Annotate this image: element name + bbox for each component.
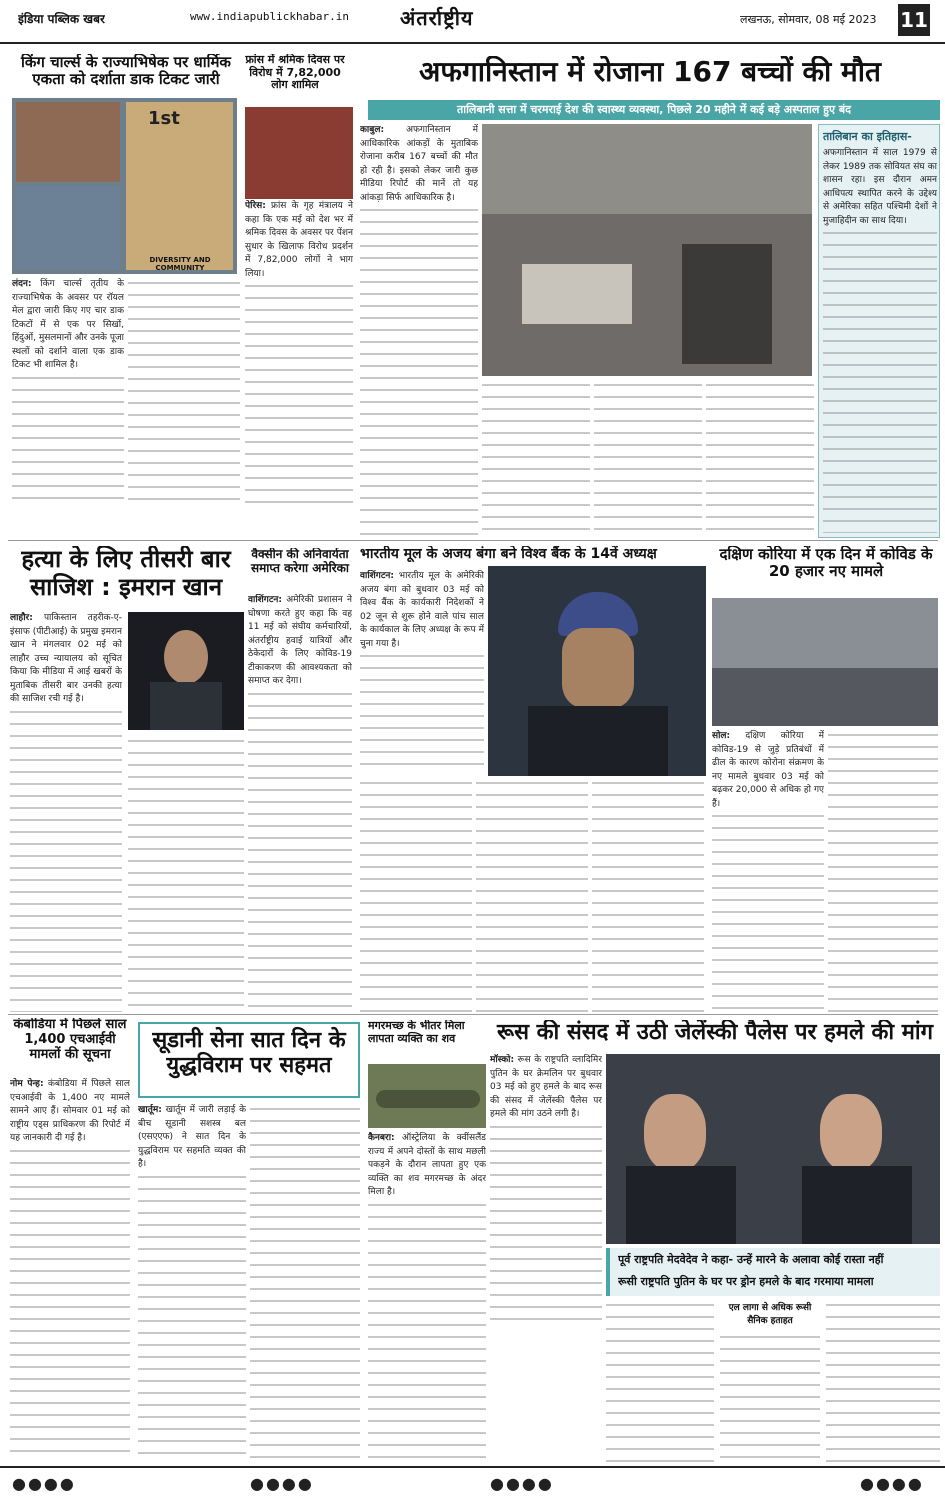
korea-text: दक्षिण कोरिया में कोविड-19 से जुड़े प्रतिबंधों में ढील के कारण कोरोना संक्रमण के नए मामले बुधवार 03 मई को बढ़कर 20,000 से अधिक हो गए हैं।	[712, 731, 824, 809]
banga-body	[360, 570, 484, 770]
korea-headline: दक्षिण कोरिया में एक दिन में कोविड के 20 हजार नए मामले	[719, 546, 933, 581]
imran-photo	[128, 612, 244, 730]
charles-text: किंग चार्ल्स तृतीय के राज्याभिषेक के अवसर पर रॉयल मेल द्वारा जारी किए गए चार डाक टिकटों में से एक पर सिखों, हिंदुओं, मुसलमानों और उनके पूजा स्थलों को दर्शाने वाला एक डाक टिकट भी शामिल है।	[12, 279, 124, 370]
putin-medvedev-photo	[606, 1054, 940, 1244]
stamps-photo	[12, 98, 237, 274]
kremlin-body	[490, 1054, 602, 1324]
korea-dateline: सोल:	[712, 731, 731, 741]
cambodia-dateline: नोम पेन्ह:	[10, 1079, 44, 1089]
croc-dateline: कैनबरा:	[368, 1133, 395, 1143]
afghan-headline: अफगानिस्तान में रोजाना 167 बच्चों की मौत	[419, 56, 881, 88]
charles-headline: किंग चार्ल्स के राज्याभिषेक पर धार्मिक एकता को दर्शाता डाक टिकट जारी	[21, 54, 231, 89]
imran-body	[10, 612, 122, 1012]
banga-photo	[488, 566, 706, 776]
kremlin-bullet-1: पूर्व राष्ट्रपति मेदवेदेव ने कहा- उन्हें मारने के अलावा कोई रास्ता नहीं	[618, 1253, 884, 1266]
sudan-body-col2	[250, 1104, 360, 1462]
korea-body-col2	[828, 730, 938, 1012]
kremlin-bullet-2: रूसी राष्ट्रपति पुतिन के घर पर ड्रोन हमले के बाद गरमाया मामला	[618, 1275, 874, 1288]
footer-dots-3: ●●●●	[490, 1474, 554, 1493]
kremlin-subhead-line2: सैनिक हताहत	[747, 1316, 793, 1326]
cambodia-text: कंबोडिया में पिछले साल एचआईवी के 1,400 नए मामले सामने आए हैं। सोमवार 01 मई को राष्ट्रीय एड्स प्राधिकरण की रिपोर्ट में यह जानकारी दी गई है।	[10, 1079, 130, 1143]
banga-body-col2	[360, 778, 472, 1012]
france-body	[245, 200, 353, 506]
kremlin-dateline: मॉस्को:	[490, 1055, 515, 1065]
france-protest-photo	[245, 107, 353, 199]
page-number: 11	[898, 4, 930, 36]
imran-dateline: लाहौर:	[10, 613, 33, 623]
crocodile-photo	[368, 1064, 486, 1128]
row-divider-2	[8, 1014, 938, 1015]
footer-dots-4: ●●●●	[860, 1474, 924, 1493]
banga-dateline: वाशिंगटन:	[360, 571, 394, 581]
kremlin-text: रूस के राष्ट्रपति व्लादिमिर पुतिन के घर क्रेमलिन पर बुधवार 03 मई को हुए हमले के बाद रूस की संसद में जेलेंस्की पैलेस पर हमले की मांग उठने लगी है।	[490, 1055, 602, 1119]
france-text: फ्रांस के गृह मंत्रालय ने कहा कि एक मई को देश भर में श्रमिक दिवस के अवसर पर पेंशन सुधार के खिलाफ विरोध प्रदर्शन में 7,82,000 लोगों ने भाग लिया।	[245, 201, 353, 279]
france-headline: फ्रांस में श्रमिक दिवस पर विरोध में 7,82,000 लोग शामिल	[245, 54, 345, 92]
row-divider	[8, 540, 938, 541]
sudan-dateline: खार्तूम:	[138, 1105, 162, 1115]
banga-text: भारतीय मूल के अमेरिकी अजय बंगा को बुधवार 03 मई को विश्व बैंक के कार्यकारी निदेशकों ने 02 जून से शुरू होने वाले पांच साल के कार्यकाल के लिए अध्यक्ष के रूप में चुना गया है।	[360, 571, 484, 649]
kremlin-body-col4	[826, 1300, 940, 1462]
kremlin-body-col2	[606, 1300, 714, 1462]
afghan-text: अफगानिस्तान में आधिकारिक आंकड़ों के मुताबिक रोजाना करीब 167 बच्चों की मौत हो रही है। इसको लेकर जारी कुछ मीडिया रिपोर्ट की मानें तो यह आंकड़ा सिर्फ आधिकारिक है।	[360, 125, 478, 203]
banga-headline: भारतीय मूल के अजय बंगा बने विश्व बैंक के 14वें अध्यक्ष	[360, 546, 657, 562]
croc-body	[368, 1132, 486, 1462]
sudan-body	[138, 1104, 246, 1462]
kremlin-bullets	[606, 1248, 940, 1296]
korea-crowd-photo	[712, 598, 938, 726]
vaccine-text: अमेरिकी प्रशासन ने घोषणा करते हुए कहा कि वह 11 मई को संघीय कर्मचारियों, अंतर्राष्ट्रीय हवाई यात्रियों और ठेकेदारों के लिए कोविड-19 टीकाकरण की आवश्यकता को समाप्त कर देगा।	[248, 595, 352, 686]
afghan-body-col3	[594, 380, 702, 538]
taliban-history-body: अफगानिस्तान में साल 1979 से लेकर 1989 तक सोवियत संघ का शासन रहा। इस दौरान अमन आधिपत्य स्थापित करने के उद्देश्य से अमेरिका सहित पश्चिमी देशों ने मुजाहिदीन का साथ दिया।	[823, 147, 937, 533]
cambodia-headline: कंबोडिया में पिछले साल 1,400 एचआईवी मामलों की सूचना	[13, 1018, 127, 1062]
banga-body-col4	[592, 778, 704, 1012]
stamp-caption: DIVERSITY AND COMMUNITY	[149, 256, 211, 272]
afghan-body-col4	[706, 380, 814, 538]
charles-body-col2	[128, 278, 240, 506]
sudan-headline: सूडानी सेना सात दिन के युद्धविराम पर सहमत	[138, 1022, 360, 1098]
afghan-subheadline: तालिबानी सत्ता में चरमराई देश की स्वास्थ्य व्यवस्था, पिछले 20 महीने में कई बड़े अस्पताल हुए बंद	[368, 100, 940, 120]
footer-dots-2: ●●●●	[250, 1474, 314, 1493]
kremlin-headline: रूस की संसद में उठी जेलेंस्की पैलेस पर हमले की मांग	[496, 1020, 934, 1045]
paper-name: इंडिया पब्लिक खबर	[18, 12, 105, 26]
section-title: अंतर्राष्ट्रीय	[400, 6, 474, 30]
sudan-text: खार्तूम में जारी लड़ाई के बीच सूडानी सशस्त्र बल (एसएएफ) ने सात दिन के युद्धविराम पर सहमति व्यक्त की है।	[138, 1105, 246, 1169]
vaccine-headline: वैक्सीन की अनिवार्यता समाप्त करेगा अमेरिका	[251, 548, 349, 575]
kremlin-body-col3	[720, 1332, 820, 1462]
stamp-value: 1st	[148, 108, 180, 129]
hospital-photo	[482, 124, 812, 376]
taliban-history-box	[818, 124, 940, 538]
footer-dots-1: ●●●●	[12, 1474, 76, 1493]
charles-body	[12, 278, 124, 506]
issue-date: लखनऊ, सोमवार, 08 मई 2023	[740, 13, 877, 26]
france-dateline: पेरिस:	[245, 201, 266, 211]
afghan-dateline: काबुल:	[360, 125, 385, 135]
imran-body-col2	[128, 736, 244, 1012]
croc-headline: मगरमच्छ के भीतर मिला लापता व्यक्ति का शव	[368, 1020, 465, 1045]
kremlin-subhead	[720, 1300, 820, 1330]
korea-body	[712, 730, 824, 1012]
footer-rule	[0, 1466, 945, 1468]
cambodia-body	[10, 1078, 130, 1462]
vaccine-body	[248, 594, 352, 1012]
imran-text: पाकिस्तान तहरीक-ए-इंसाफ (पीटीआई) के प्रमुख इमरान खान ने मंगलवार 02 मई को लाहौर उच्च न्यायालय को सूचित किया कि मीडिया में आई खबरों के मुताबिक तीसरी बार उनकी हत्या की साजिश रची गई है।	[10, 613, 122, 704]
croc-text: ऑस्ट्रेलिया के क्वींसलैंड राज्य में अपने दोस्तों के साथ मछली पकड़ने के दौरान लापता हुए एक व्यक्ति का शव मगरमच्छ के अंदर मिला है।	[368, 1133, 486, 1197]
kremlin-subhead-line1: एल लागा से अधिक रूसी	[728, 1303, 812, 1313]
taliban-history-title: तालिबान का इतिहास-	[823, 130, 912, 143]
banga-body-col3	[476, 778, 588, 1012]
paper-url[interactable]: www.indiapublickhabar.in	[190, 10, 349, 23]
charles-dateline: लंदन:	[12, 279, 32, 289]
vaccine-dateline: वाशिंगटन:	[248, 595, 282, 605]
imran-headline: हत्या के लिए तीसरी बार साजिश : इमरान खान	[21, 546, 231, 601]
afghan-body	[360, 124, 478, 536]
afghan-body-col2	[482, 380, 590, 538]
